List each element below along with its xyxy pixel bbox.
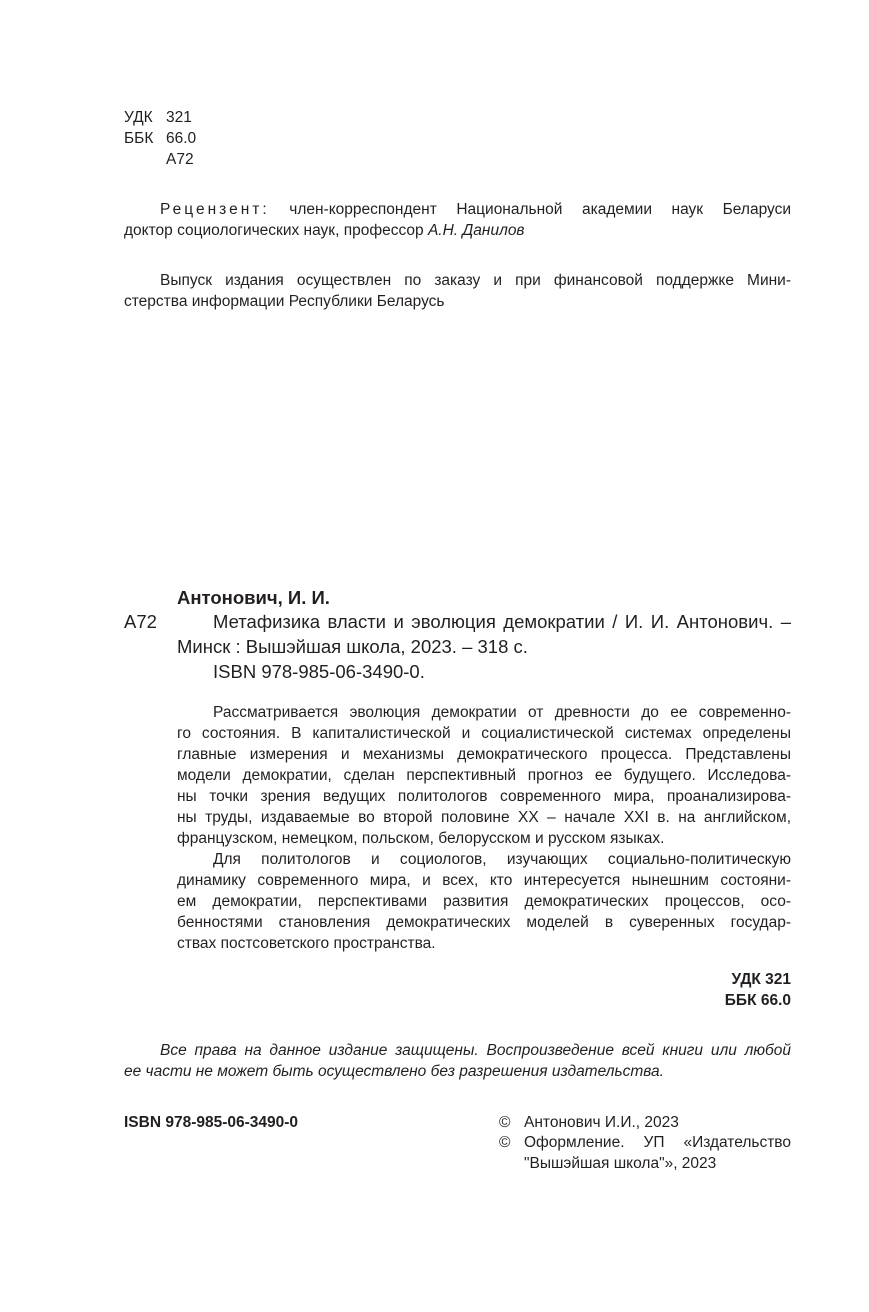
bbk-value: 66.0: [166, 130, 197, 147]
bbk-label: ББК: [124, 130, 154, 147]
annotation-line: ны точки зрения ведущих политологов современного мира, проанализирова-: [177, 788, 791, 805]
rights-line-2: ее части не может быть осуществлено без разрешения издательства.: [124, 1063, 664, 1080]
annotation-line: бенностями становления демократических моделей в суверенных государ-: [177, 914, 791, 931]
copyright-publisher: "Вышэйшая школа"», 2023: [524, 1155, 717, 1172]
annotation-line: Для политологов и социологов, изучающих социально-политическую: [213, 851, 791, 868]
annotation-line: модели демократии, сделан перспективный прогноз ее будущего. Исследова-: [177, 767, 791, 784]
annotation-line: главные измерения и механизмы демократического процесса. Представлены: [177, 746, 791, 763]
annotation-line: го состояния. В капиталистической и социалистической системах определены: [177, 725, 791, 742]
reviewer-name: А.Н. Данилов: [427, 222, 525, 239]
reviewer-line-1: Рецензент: член-корреспондент Национальной академии наук Беларуси: [160, 201, 792, 218]
funding-line-1: Выпуск издания осуществлен по заказу и при финансовой поддержке Мини-: [160, 272, 791, 289]
copyright-icon: ©: [499, 1114, 511, 1131]
index-udk: УДК 321: [731, 971, 791, 988]
catalog-title-line-1: Метафизика власти и эволюция демократии / И. И. Антонович. –: [213, 611, 791, 632]
annotation-line: ствах постсоветского пространства.: [177, 935, 436, 952]
copyright-author: Антонович И.И., 2023: [524, 1114, 679, 1131]
rights-line-1: Все права на данное издание защищены. Воспроизведение всей книги или любой: [160, 1042, 791, 1059]
catalog-mark: А72: [124, 611, 157, 632]
index-bbk: ББК 66.0: [724, 992, 791, 1009]
annotation-line: ны труды, издаваемые во второй половине XX – начале XXI в. на английском,: [177, 809, 791, 826]
udk-value: 321: [166, 109, 192, 126]
catalog-title-line-2: Минск : Вышэйшая школа, 2023. – 318 с.: [177, 636, 528, 657]
funding-line-2: стерства информации Республики Беларусь: [124, 293, 445, 310]
annotation-line: динамику современного мира, и всех, кто интересуется нынешним состояни-: [177, 872, 791, 889]
reviewer-line-2: доктор социологических наук, профессор А.Н. Данилов: [124, 222, 525, 239]
annotation-line: Рассматривается эволюция демократии от древности до ее современно-: [213, 704, 791, 721]
udk-label: УДК: [124, 109, 153, 126]
annotation-line: французском, немецком, польском, белорусском и русском языках.: [177, 830, 665, 847]
annotation-line: ем демократии, перспективами развития демократических процессов, осо-: [177, 893, 791, 910]
author-mark: А72: [166, 151, 194, 168]
copyright-design: Оформление. УП «Издательство: [524, 1134, 791, 1151]
catalog-isbn: ISBN 978-985-06-3490-0.: [213, 661, 425, 682]
catalog-author: Антонович, И. И.: [177, 587, 330, 608]
isbn-bold: ISBN 978-985-06-3490-0: [124, 1114, 299, 1131]
reviewer-label: Рецензент:: [160, 201, 270, 218]
copyright-icon: ©: [499, 1134, 511, 1151]
